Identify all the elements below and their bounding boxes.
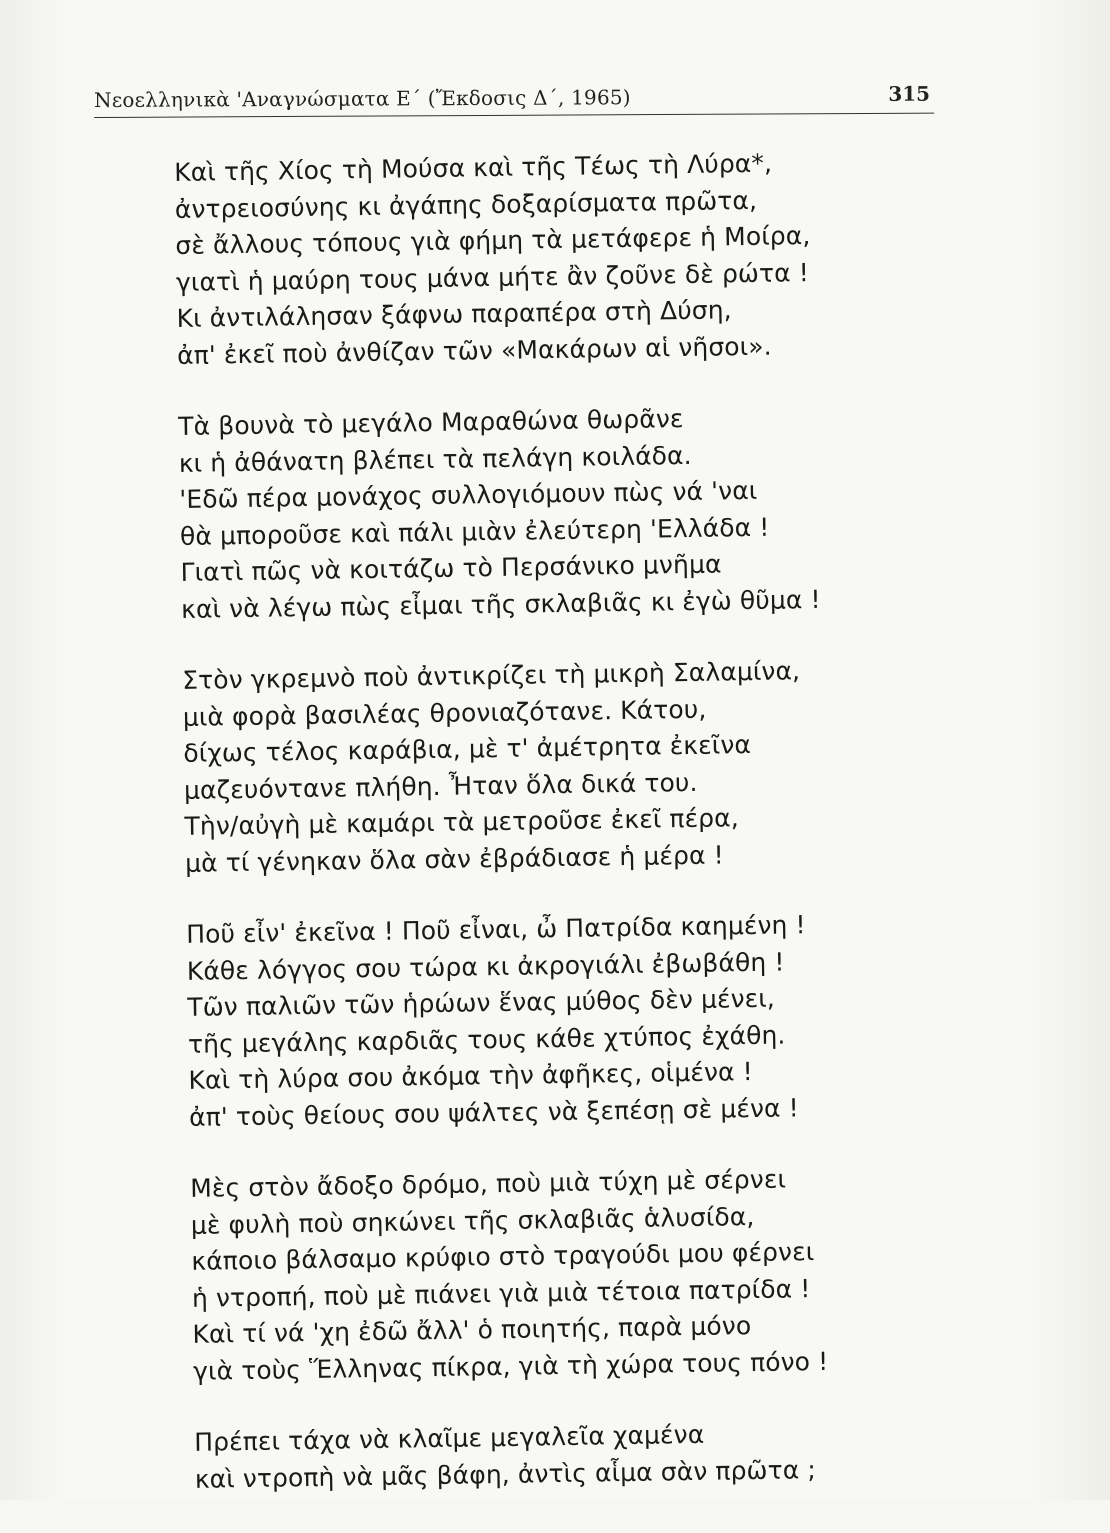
poem-line: ἡ ντροπή, ποὺ μὲ πιάνει γιὰ μιὰ τέτοια πατρίδα ! bbox=[191, 1273, 811, 1313]
stanza-6 bbox=[194, 1414, 915, 1498]
poem-line: ἀντρειοσύνης κι ἀγάπης δοξαρίσματα πρῶτα, bbox=[174, 185, 758, 224]
poem-line: Τὴν/αὐγὴ μὲ καμάρι τὰ μετροῦσε ἐκεῖ πέρα, bbox=[184, 803, 740, 841]
stanza-2 bbox=[178, 398, 901, 628]
poem-line: γιατὶ ἡ μαύρη τους μάνα μήτε ἂν ζοῦνε δὲ ρώτα ! bbox=[175, 257, 810, 297]
poem-line: γιὰ τοὺς Ἕλληνας πίκρα, γιὰ τὴ χώρα τους πόνο ! bbox=[192, 1346, 829, 1386]
poem-line: ἀπ' ἐκεῖ ποὺ ἀνθίζαν τῶν «Μακάρων αἱ νῆσοι». bbox=[176, 331, 772, 370]
poem-line: Τῶν παλιῶν τῶν ἡρώων ἕνας μύθος δὲν μένει, bbox=[187, 983, 776, 1022]
running-title: Νεοελληνικὰ 'Αναγνώσματα Ε΄ (Ἔκδοσις Δ΄, 1965) bbox=[94, 85, 631, 112]
poem-line: μὲ φυλὴ ποὺ σηκώνει τῆς σκλαβιᾶς ἁλυσίδα, bbox=[190, 1201, 755, 1240]
poem-line: μιὰ φορὰ βασιλέας θρονιαζότανε. Κάτου, bbox=[182, 694, 707, 732]
poem-line: σὲ ἄλλους τόπους γιὰ φήμη τὰ μετάφερε ἡ Μοίρα, bbox=[175, 221, 811, 260]
page-header bbox=[94, 80, 934, 124]
header-rule bbox=[94, 113, 934, 118]
poem-line: καὶ ντροπὴ νὰ μᾶς βάφη, ἀντὶς αἷμα σὰν πρῶτα ; bbox=[194, 1454, 817, 1494]
poem-line: Ποῦ εἶν' ἐκεῖνα ! Ποῦ εἶναι, ὦ Πατρίδα καημένη ! bbox=[186, 910, 806, 949]
poem-line: μὰ τί γένηκαν ὅλα σὰν ἐβράδιασε ἡ μέρα ! bbox=[184, 839, 724, 878]
poem-line: καὶ νὰ λέγω πὼς εἶμαι τῆς σκλαβιᾶς κι ἐγὼ θῦμα ! bbox=[180, 584, 821, 624]
poem-line: τῆς μεγάλης καρδιᾶς τους κάθε χτύπος ἐχάθη. bbox=[187, 1020, 786, 1059]
stanza-1 bbox=[174, 144, 897, 374]
poem-line: 'Εδῶ πέρα μονάχος συλλογιόμουν πὼς νά 'ναι bbox=[179, 475, 758, 514]
poem-line: Γιατὶ πῶς νὰ κοιτάζω τὸ Περσάνικο μνῆμα bbox=[180, 549, 722, 587]
poem-line: Μὲς στὸν ἄδοξο δρόμο, ποὺ μιὰ τύχη μὲ σέρνει bbox=[190, 1164, 787, 1203]
stanza-4 bbox=[186, 906, 909, 1136]
poem-line: θὰ μποροῦσε καὶ πάλι μιὰν ἐλεύτερη 'Ελλάδα ! bbox=[179, 512, 770, 551]
poem-line: κάποιο βάλσαμο κρύφιο στὸ τραγούδι μου φέρνει bbox=[191, 1237, 815, 1276]
poem-line: Πρέπει τάχα νὰ κλαῖμε μεγαλεῖα χαμένα bbox=[193, 1419, 705, 1457]
poem-line: Κι ἀντιλάλησαν ξάφνω παραπέρα στὴ Δύση, bbox=[176, 295, 732, 333]
page-number: 315 bbox=[888, 81, 931, 106]
poem-line: ἀπ' τοὺς θείους σου ψάλτες νὰ ξεπέσῃ σὲ μένα ! bbox=[188, 1092, 799, 1132]
poem bbox=[174, 144, 916, 1533]
poem-line: Καὶ τῆς Χίος τὴ Μούσα καὶ τῆς Τέως τὴ Λύρα*, bbox=[174, 148, 773, 187]
poem-line: Στὸν γκρεμνὸ ποὺ ἀντικρίζει τὴ μικρὴ Σαλαμίνα, bbox=[182, 656, 801, 695]
stanza-5 bbox=[190, 1160, 913, 1390]
poem-line: Καὶ τὴ λύρα σου ἀκόμα τὴν ἀφῆκες, οἱμένα ! bbox=[188, 1057, 753, 1095]
poem-line: Τὰ βουνὰ τὸ μεγάλο Μαραθώνα θωρᾶνε bbox=[178, 404, 684, 441]
stanza-3 bbox=[182, 652, 905, 882]
poem-line: κι ἡ ἀθάνατη βλέπει τὰ πελάγη κοιλάδα. bbox=[178, 440, 692, 478]
poem-line: Καὶ τί νά 'χη ἐδῶ ἄλλ' ὁ ποιητής, παρὰ μόνο bbox=[192, 1311, 752, 1349]
poem-line: δίχως τέλος καράβια, μὲ τ' ἀμέτρητα ἐκεῖνα bbox=[183, 730, 752, 768]
poem-line: Κάθε λόγγος σου τώρα κι ἀκρογιάλι ἐβωβάθη ! bbox=[186, 947, 785, 986]
poem-line: μαζευόντανε πλήθη. Ἦταν ὅλα δικά του. bbox=[183, 767, 698, 805]
